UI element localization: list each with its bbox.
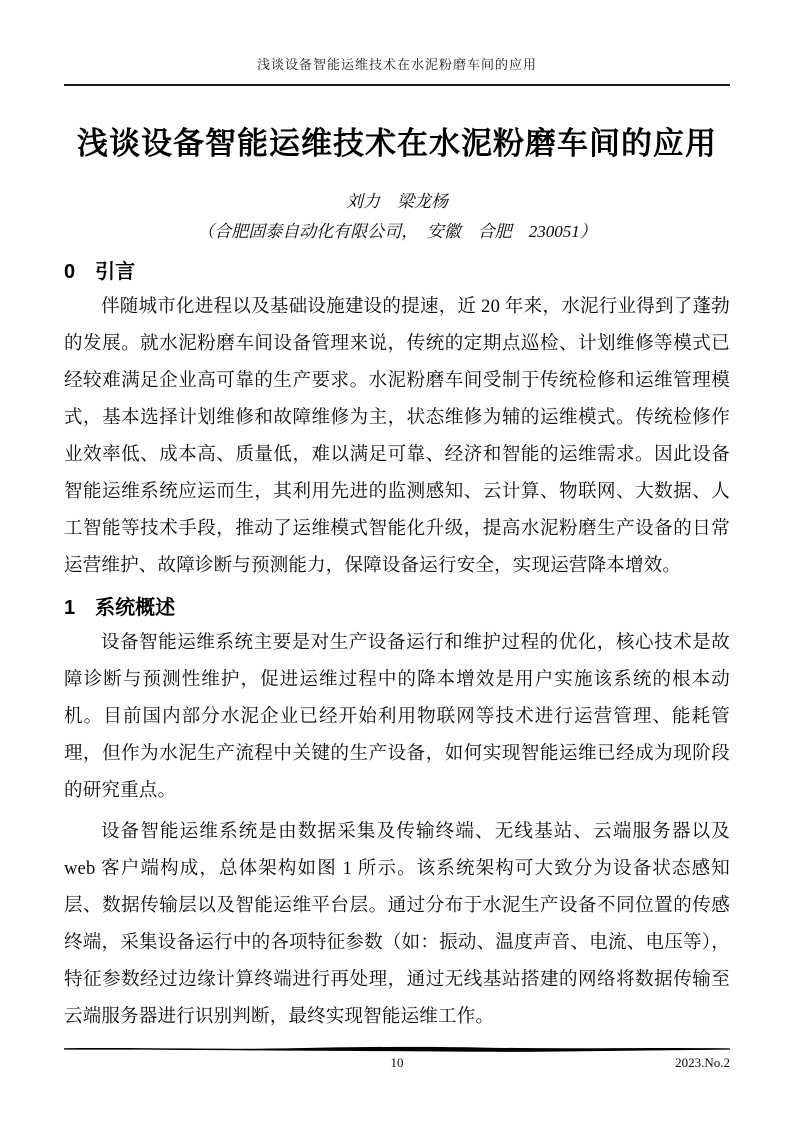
running-header-title: 浅谈设备智能运维技术在水泥粉磨车间的应用 [256,57,537,72]
paragraph-introduction-1: 伴随城市化进程以及基础设施建设的提速，近 20 年来，水泥行业得到了蓬勃的发展。就水泥粉磨车间设备管理来说，传统的定期点巡检、计划维修等模式已经较难满足企业高可靠的生产要求。水泥粉磨车间受制于传统检修和运维管理模式，基本选择计划维修和故障维修为主，状态维修为辅的运维模式。传统检修作业效率低、成本高、质量低，难以满足可靠、经济和智能的运维需求。因此设备智能运维系统应运而生，其利用先进的监测感知、云计算、物联网、大数据、人工智能等技术手段，推动了运维模式智能化升级，提高水泥粉磨生产设备的日常运营维护、故障诊断与预测能力，保障设备运行安全，实现运营降本增效。 [64,297,730,576]
page-footer [64,1045,730,1072]
paper-title: 浅谈设备智能运维技术在水泥粉磨车间的应用 [77,126,717,161]
page-number: 10 [390,1055,404,1070]
paragraph-system-overview-2: 设备智能运维系统是由数据采集及传输终端、无线基站、云端服务器以及 web 客户端构成，总体架构如图 1 所示。该系统架构可大致分为设备状态感知层、数据传输层以及智能运维平台层。通过分布于水泥生产设备不同位置的传感终端，采集设备运行中的各项特征参数（如：振动、温度声音、电流、电压等），特征参数经过边缘计算终端进行再处理，通过无线基站搭建的网络将数据传输至云端服务器进行识别判断，最终实现智能运维工作。 [64,822,730,1027]
section-heading-introduction: 0 引言 [64,261,136,283]
paragraph-system-overview-1: 设备智能运维系统主要是对生产设备运行和维护过程的优化，核心技术是故障诊断与预测性维护，促进运维过程中的降本增效是用户实施该系统的根本动机。目前国内部分水泥企业已经开始利用物联网等技术进行运营管理、能耗管理，但作为水泥生产流程中关键的生产设备，如何实现智能运维已经成为现阶段的研究重点。 [64,633,730,801]
footer-rule [64,1045,730,1053]
footer-row [64,1054,730,1072]
running-header [64,56,730,86]
authors-line: 刘力 梁龙杨 [346,192,448,211]
affiliation-line: （合肥固泰自动化有限公司， 安徽 合肥 230051） [197,222,597,241]
section-heading-system-overview: 1 系统概述 [64,597,176,619]
header-rule [64,84,730,86]
issue-label: 2023.No.2 [675,1055,730,1070]
